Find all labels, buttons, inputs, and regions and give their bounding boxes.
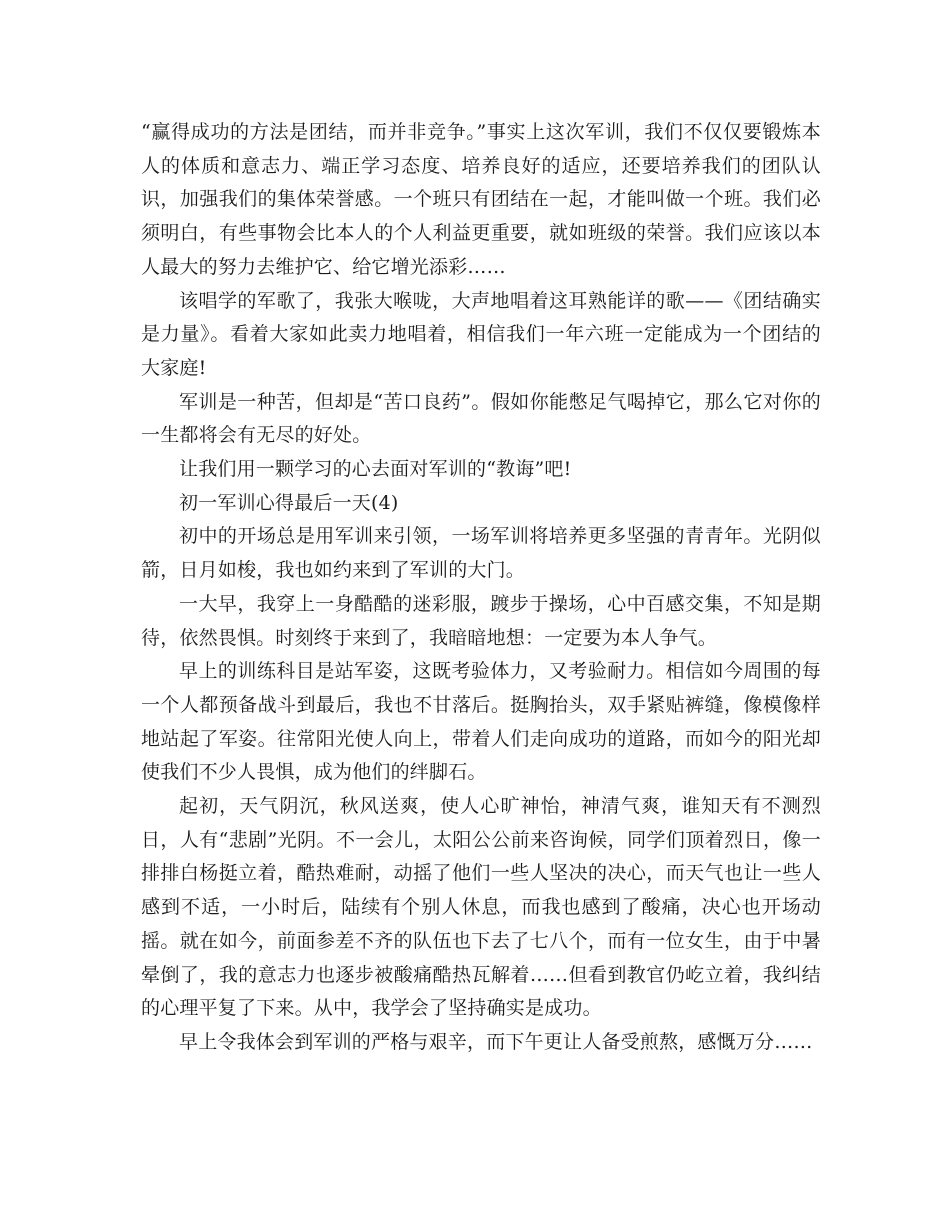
paragraph-afternoon: 早上令我体会到军训的严格与艰辛，而下午更让人备受煎熬，感慨万分…… <box>179 1030 813 1053</box>
paragraph-unity-quote: “赢得成功的方法是团结，而并非竞争。”事实上这次军训，我们不仅仅要锻炼本人的体质和意志力、端正学习态度、培养良好的适应，还要培养我们的团队认识，加强我们的集体荣誉感。一个班只有团结在一起，才能叫做一个班。我们必须明白，有些事物会比本人的个人利益更重要，就如班级的荣誉。我们应该以本人最大的努力去维护它、给它增光添彩…… <box>141 121 821 278</box>
paragraph-weather-endurance: 起初，天气阴沉，秋风送爽，使人心旷神怡，神清气爽，谁知天有不测烈日，人有“悲剧”光阴。不一会儿，太阳公公前来咨询候，同学们顶着烈日，像一排排白杨挺立着，酷热难耐，动摇了他们一些人坚决的决心，而天气也让一些人感到不适，一小时后，陆续有个别人休息，而我也感到了酸痛，决心也开场动摇。就在如今，前面参差不齐的队伍也下去了七八个，而有一位女生，由于中暑晕倒了，我的意志力也逐步被酸痛酷热瓦解着……但看到教官仍屹立着，我纠结的心理平复了下来。从中，我学会了坚持确实是成功。 <box>141 795 821 1020</box>
paragraph-army-song: 该唱学的军歌了，我张大喉咙，大声地唱着这耳熟能详的歌——《团结确实是力量》。看着大家如此卖力地唱着，相信我们一年六班一定能成为一个团结的大家庭! <box>141 289 821 379</box>
paragraph-learning-heart: 让我们用一颗学习的心去面对军训的“教诲”吧! <box>179 458 572 481</box>
section-heading: 初一军训心得最后一天(4) <box>179 491 399 514</box>
paragraph-early-morning: 一大早，我穿上一身酷酷的迷彩服，踱步于操场，心中百感交集，不知是期待，依然畏惧。时刻终于来到了，我暗暗地想：一定要为本人争气。 <box>141 592 821 649</box>
paragraph-bitter-medicine: 军训是一种苦，但却是“苦口良药”。假如你能憋足气喝掉它，那么它对你的一生都将会有无尽的好处。 <box>141 390 821 447</box>
paragraph-opening: 初中的开场总是用军训来引领，一场军训将培养更多坚强的青青年。光阴似箭，日月如梭，我也如约来到了军训的大门。 <box>141 525 821 582</box>
document-body <box>141 116 821 1060</box>
paragraph-standing-posture: 早上的训练科目是站军姿，这既考验体力，又考验耐力。相信如今周围的每一个人都预备战斗到最后，我也不甘落后。挺胸抬头，双手紧贴裤缝，像模像样地站起了军姿。往常阳光使人向上，带着人们走向成功的道路，而如今的阳光却使我们不少人畏惧，成为他们的绊脚石。 <box>141 660 821 784</box>
